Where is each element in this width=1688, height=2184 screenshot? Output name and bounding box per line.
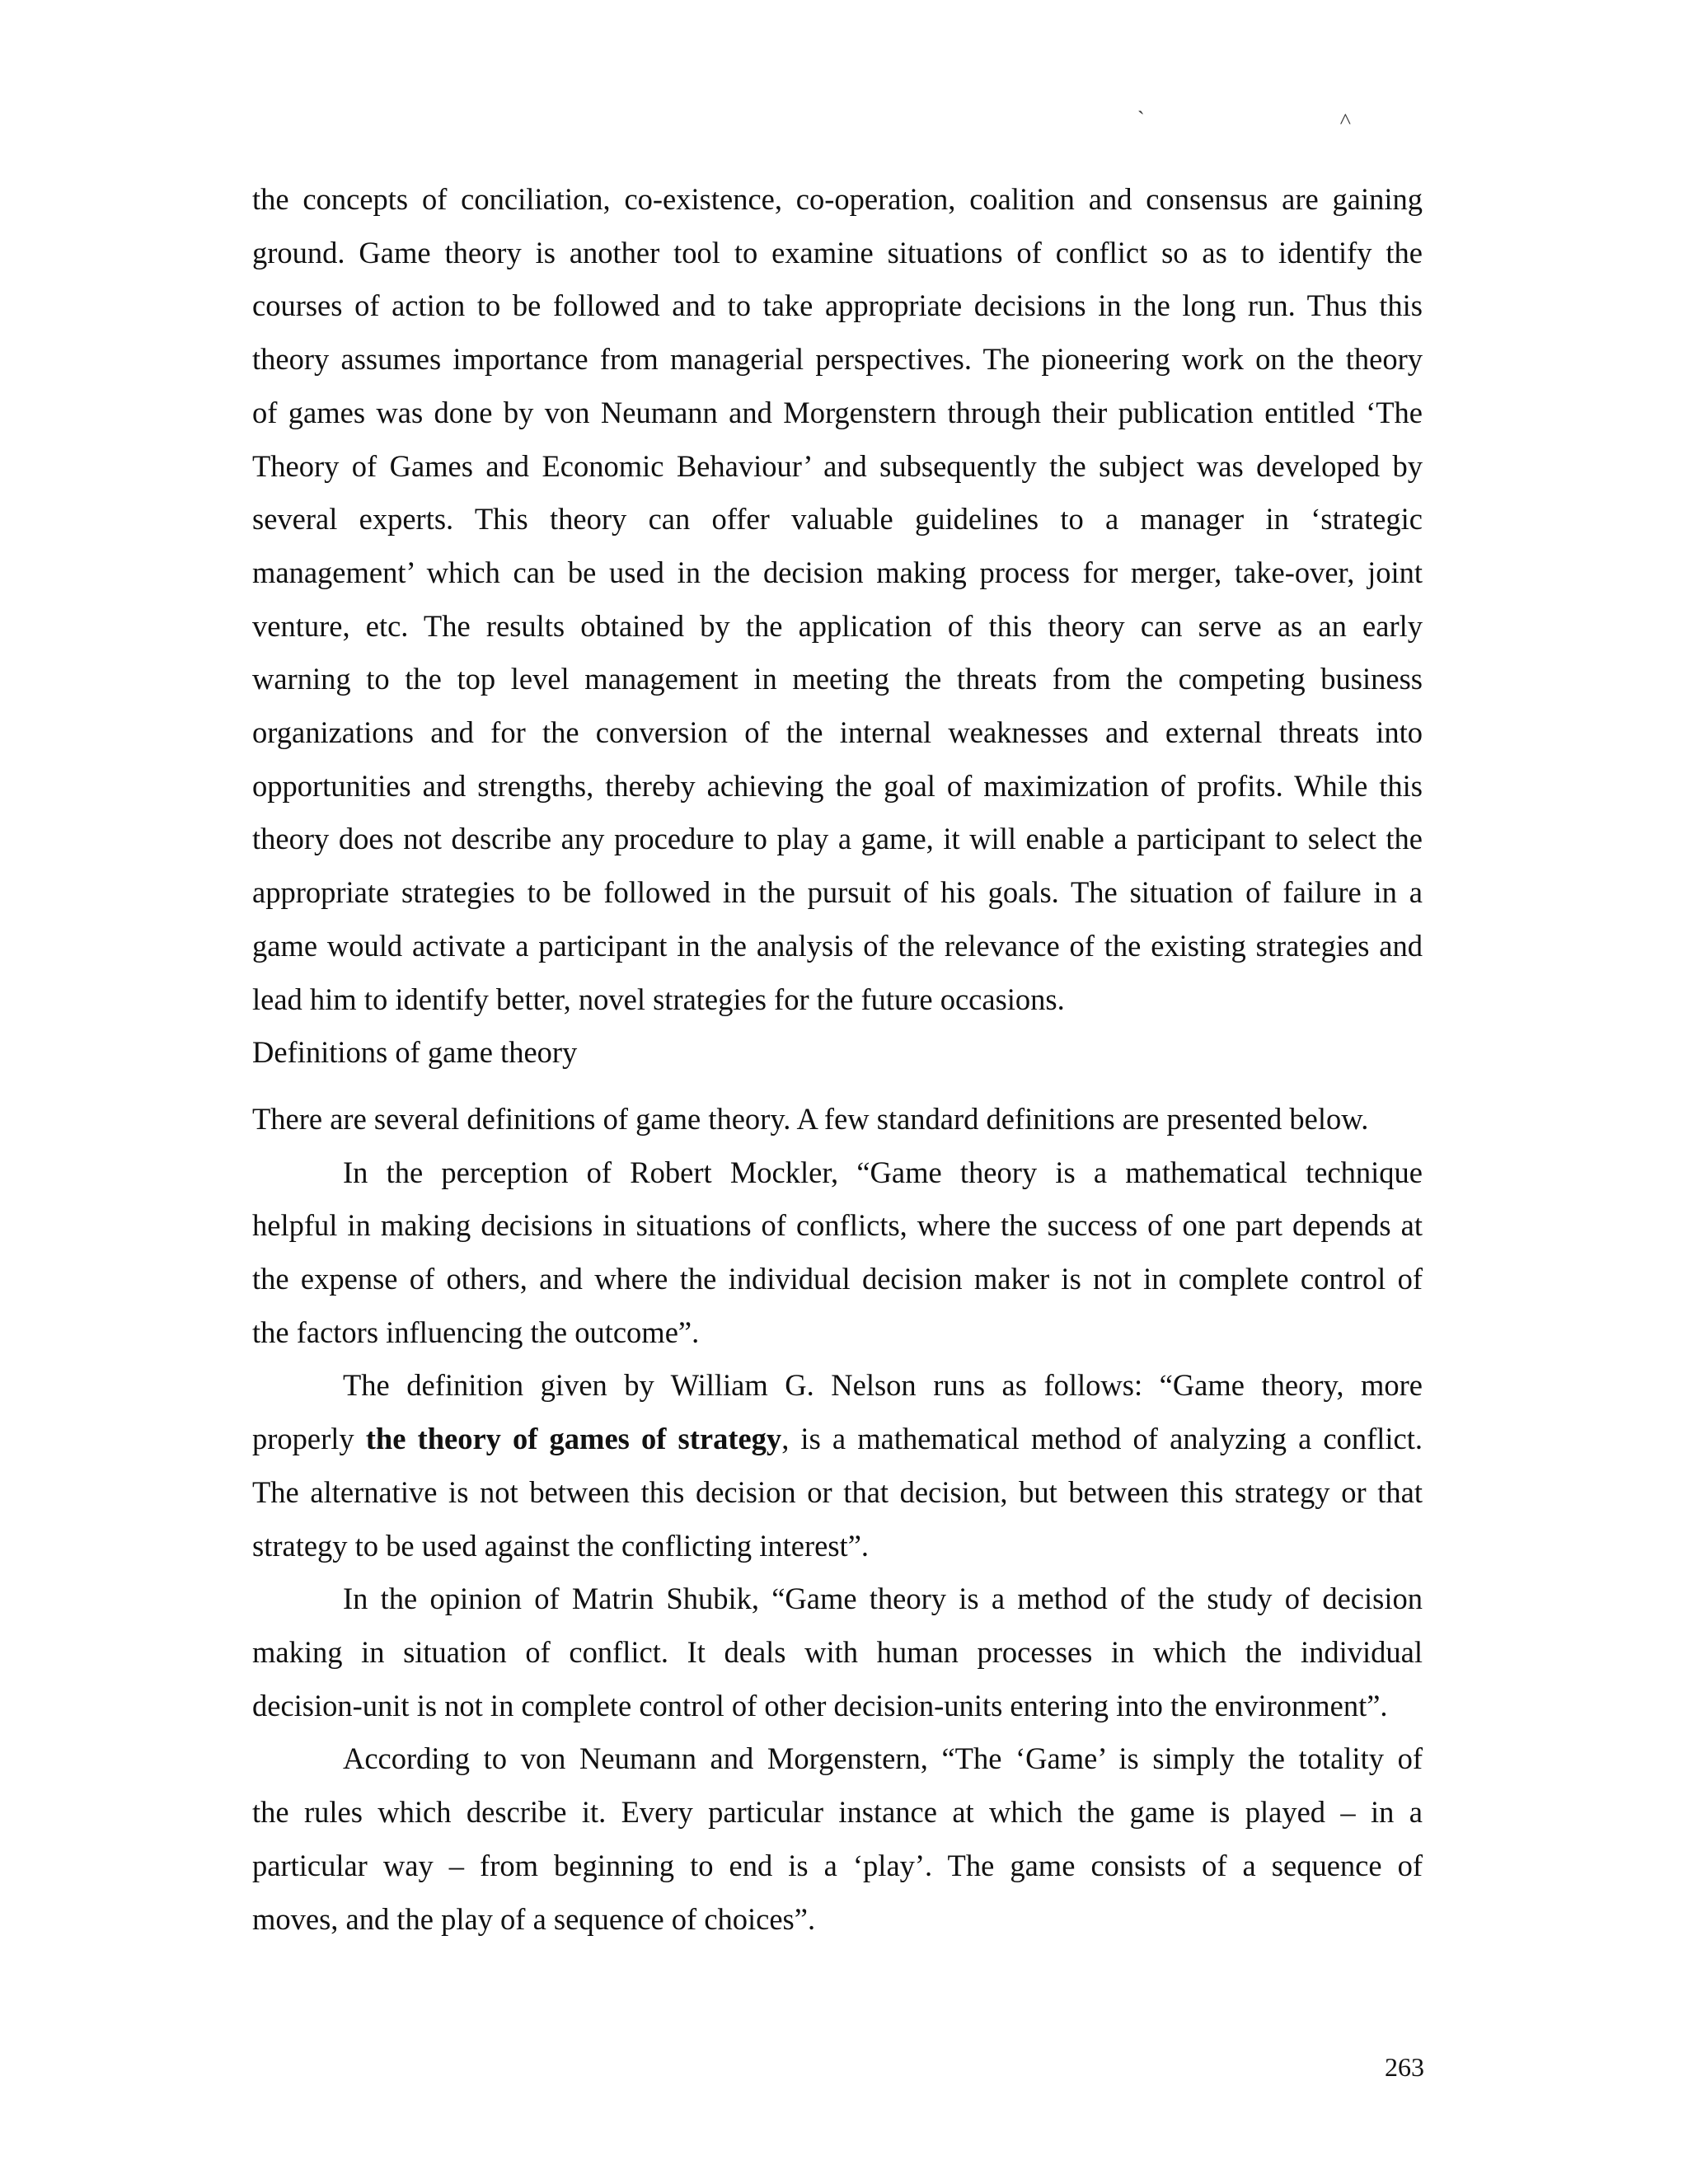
- text-line: the expense of others, and where the individual decision maker is not in complete control of: [252, 1262, 1423, 1296]
- text-line: The definition given by William G. Nelson runs as follows: “Game theory, more: [343, 1368, 1423, 1403]
- text-run: properly: [252, 1422, 366, 1456]
- text-line: helpful in making decisions in situations of conflicts, where the success of one part depends at: [252, 1208, 1423, 1243]
- text-line: [252, 1413, 1423, 1466]
- text-line: In the perception of Robert Mockler, “Game theory is a mathematical technique: [343, 1155, 1423, 1189]
- text-line: the factors influencing the outcome”.: [252, 1315, 700, 1349]
- text-line: theory assumes importance from managerial perspectives. The pioneering work on the theory: [252, 342, 1423, 377]
- header-mark: `: [1137, 107, 1145, 131]
- section-heading: Definitions of game theory: [252, 1035, 578, 1070]
- text-line: theory does not describe any procedure to play a game, it will enable a participant to select the: [252, 822, 1423, 856]
- text-line: courses of action to be followed and to take appropriate decisions in the long run. Thus this: [252, 288, 1423, 323]
- text-line: the concepts of conciliation, co-existence, co-operation, coalition and consensus are gaining: [252, 182, 1423, 216]
- spacer: [252, 1080, 1423, 1093]
- text-line: management’ which can be used in the decision making process for merger, take-over, joint: [252, 555, 1423, 589]
- header-marks: [1137, 107, 1385, 131]
- text-line: Theory of Games and Economic Behaviour’ and subsequently the subject was developed by: [252, 448, 1423, 483]
- text-line: The alternative is not between this decision or that decision, but between this strategy or that: [252, 1474, 1423, 1509]
- text-line: According to von Neumann and Morgenstern, “The ‘Game’ is simply the totality of: [343, 1741, 1423, 1776]
- page-number: 263: [1385, 2052, 1424, 2082]
- text-line: warning to the top level management in meeting the threats from the competing business: [252, 662, 1423, 696]
- text-line: strategy to be used against the conflicting interest”.: [252, 1528, 870, 1563]
- body-text: [252, 173, 1423, 1946]
- text-line: making in situation of conflict. It deals with human processes in which the individual: [252, 1634, 1423, 1669]
- text-line: appropriate strategies to be followed in the pursuit of his goals. The situation of failure in a: [252, 875, 1423, 910]
- text-line: In the opinion of Matrin Shubik, “Game theory is a method of the study of decision: [343, 1582, 1423, 1616]
- text-line: venture, etc. The results obtained by the application of this theory can serve as an early: [252, 608, 1423, 643]
- header-mark: ˄: [1339, 107, 1352, 131]
- text-line: organizations and for the conversion of the internal weaknesses and external threats into: [252, 715, 1423, 750]
- text-line: There are several definitions of game theory. A few standard definitions are presented below.: [252, 1101, 1369, 1136]
- bold-phrase: the theory of games of strategy: [365, 1422, 782, 1456]
- text-line: moves, and the play of a sequence of choices”.: [252, 1901, 816, 1936]
- text-line: lead him to identify better, novel strategies for the future occasions.: [252, 982, 1065, 1016]
- text-line: of games was done by von Neumann and Morgenstern through their publication entitled ‘The: [252, 395, 1423, 429]
- text-line: game would activate a participant in the analysis of the relevance of the existing strategies and: [252, 928, 1423, 963]
- text-line: ground. Game theory is another tool to examine situations of conflict so as to identify the: [252, 235, 1423, 269]
- text-line: particular way – from beginning to end is a ‘play’. The game consists of a sequence of: [252, 1848, 1423, 1882]
- text-line: the rules which describe it. Every particular instance at which the game is played – in a: [252, 1795, 1423, 1830]
- text-line: several experts. This theory can offer valuable guidelines to a manager in ‘strategic: [252, 502, 1423, 537]
- text-run: , is a mathematical method of analyzing a conflict.: [781, 1422, 1423, 1456]
- text-line: opportunities and strengths, thereby achieving the goal of maximization of profits. While this: [252, 768, 1423, 803]
- text-line: decision-unit is not in complete control of other decision-units entering into the environment”.: [252, 1688, 1388, 1722]
